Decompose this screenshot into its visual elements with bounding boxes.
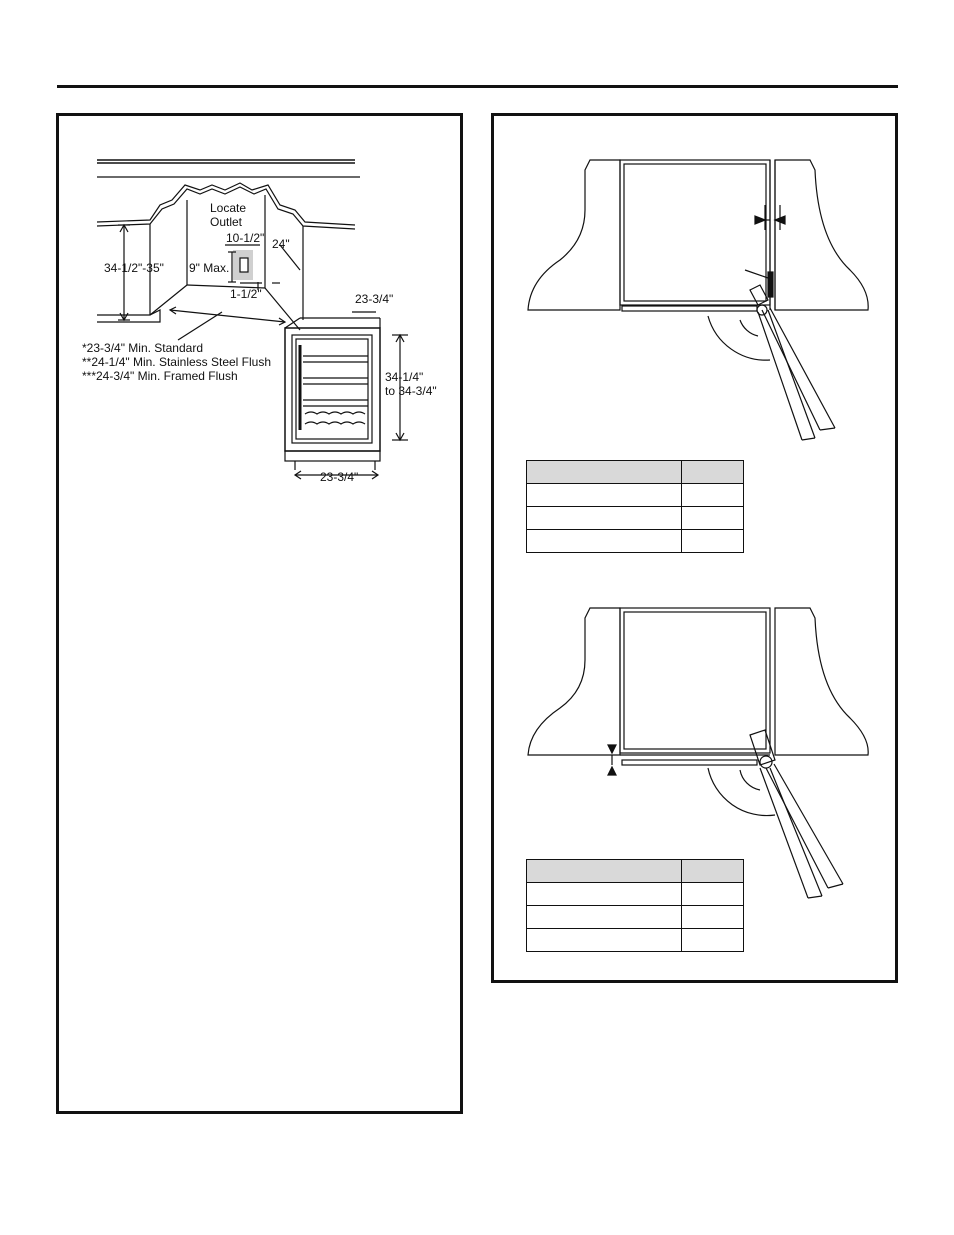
table-cell xyxy=(682,530,744,553)
header-rule xyxy=(57,85,898,88)
table-cell xyxy=(682,507,744,530)
dim-cutout-depth: 24" xyxy=(272,237,290,251)
note-standard: *23-3/4" Min. Standard xyxy=(82,341,203,355)
table-header-cell xyxy=(682,461,744,484)
table-header-cell xyxy=(682,860,744,883)
table-cell xyxy=(682,929,744,952)
table-cell xyxy=(527,883,682,906)
clearance-table-top xyxy=(526,460,744,553)
table-cell xyxy=(527,929,682,952)
outlet-label-2: Outlet xyxy=(210,215,243,229)
cutout-diagram xyxy=(59,116,460,1111)
dim-unit-width: 23-3/4" xyxy=(320,470,359,484)
table-cell xyxy=(527,906,682,929)
table-cell xyxy=(682,484,744,507)
table-cell xyxy=(682,883,744,906)
dim-unit-height-1: 34-1/4" xyxy=(385,370,424,384)
dim-unit-height-2: to 34-3/4" xyxy=(385,384,437,398)
dim-unit-depth: 23-3/4" xyxy=(355,292,394,306)
note-framed: ***24-3/4" Min. Framed Flush xyxy=(82,369,238,383)
dim-outlet-width: 10-1/2" xyxy=(226,231,265,245)
dim-outlet-offset: 1-1/2" xyxy=(230,287,262,301)
outlet-label-1: Locate xyxy=(210,201,247,215)
dim-cutout-height: 34-1/2"-35" xyxy=(104,261,164,275)
table-cell xyxy=(682,906,744,929)
table-cell xyxy=(527,484,682,507)
note-stainless: **24-1/4" Min. Stainless Steel Flush xyxy=(82,355,272,369)
clearance-table-bottom xyxy=(526,859,744,952)
table-cell xyxy=(527,507,682,530)
table-header-cell xyxy=(527,860,682,883)
table-cell xyxy=(527,530,682,553)
cutout-panel xyxy=(56,113,463,1114)
table-header-cell xyxy=(527,461,682,484)
dim-outlet-height: 9" Max. xyxy=(189,261,230,275)
